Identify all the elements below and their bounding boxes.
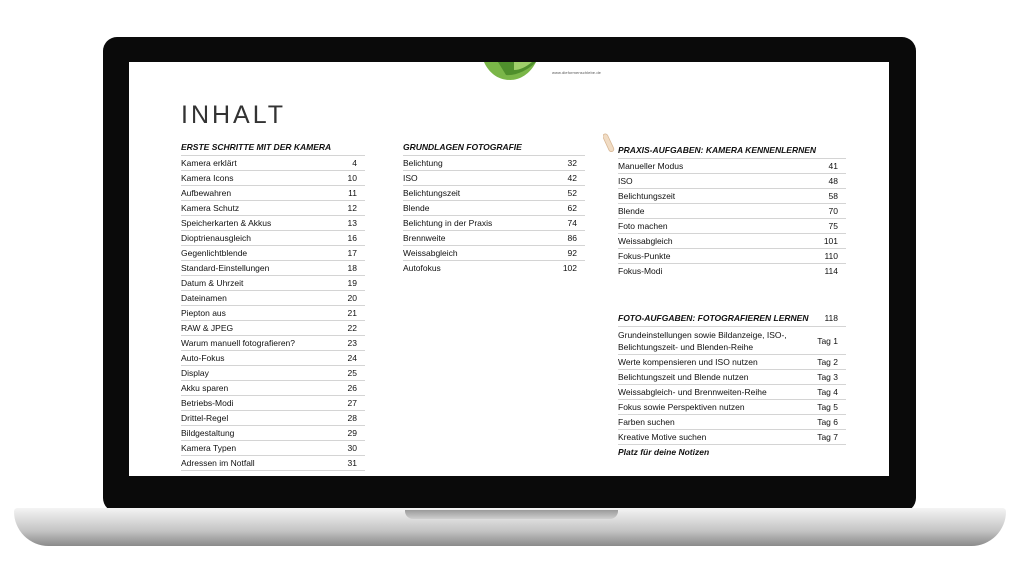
toc-label: Akku sparen <box>181 383 229 393</box>
toc-label: RAW & JPEG <box>181 323 234 333</box>
toc-label: Fokus-Modi <box>618 266 663 276</box>
toc-label: Brennweite <box>403 233 446 243</box>
toc-label: Belichtung <box>403 158 443 168</box>
toc-page: 75 <box>828 221 838 231</box>
toc-page: 28 <box>347 413 357 423</box>
toc-label: Belichtungszeit <box>618 191 676 201</box>
toc-page: 10 <box>347 173 357 183</box>
toc-label: Weissabgleich <box>403 248 458 258</box>
toc-page: 24 <box>347 353 357 363</box>
toc-column-1 <box>181 140 365 471</box>
toc-row <box>181 321 365 336</box>
toc-row <box>181 441 365 456</box>
toc-label: Farben suchen <box>618 417 675 427</box>
toc-page: Tag 1 <box>817 335 838 346</box>
toc-row <box>403 231 585 246</box>
toc-page: 70 <box>828 206 838 216</box>
section-heading-text: FOTO-AUFGABEN: FOTOGRAFIEREN LERNEN <box>618 313 809 323</box>
toc-row <box>618 370 846 385</box>
toc-page: 12 <box>347 203 357 213</box>
section-heading: ERSTE SCHRITTE MIT DER KAMERA <box>181 142 332 152</box>
toc-page: Tag 5 <box>817 402 838 412</box>
toc-label: Kamera Typen <box>181 443 237 453</box>
toc-page: 22 <box>347 323 357 333</box>
toc-label: Dateinamen <box>181 293 227 303</box>
toc-label: Manueller Modus <box>618 161 684 171</box>
toc-label: Kamera Icons <box>181 173 234 183</box>
toc-row <box>618 234 846 249</box>
toc-list <box>618 326 846 445</box>
toc-page: 18 <box>347 263 357 273</box>
toc-page: 48 <box>828 176 838 186</box>
notes-line: Platz für deine Notizen <box>618 447 710 457</box>
toc-page: 4 <box>352 158 357 168</box>
toc-label: Bildgestaltung <box>181 428 235 438</box>
toc-list <box>181 155 365 471</box>
toc-label: Aufbewahren <box>181 188 232 198</box>
toc-page: 30 <box>347 443 357 453</box>
toc-label: Display <box>181 368 209 378</box>
toc-page: 32 <box>567 158 577 168</box>
toc-page: 26 <box>347 383 357 393</box>
toc-row <box>181 156 365 171</box>
toc-page: 41 <box>828 161 838 171</box>
toc-row <box>403 216 585 231</box>
toc-row <box>181 366 365 381</box>
toc-page: 114 <box>824 266 838 276</box>
toc-row <box>618 327 846 355</box>
toc-page: 25 <box>347 368 357 378</box>
toc-label: Fokus-Punkte <box>618 251 671 261</box>
toc-page: 58 <box>828 191 838 201</box>
section-heading <box>618 311 846 326</box>
laptop-screen <box>129 62 889 476</box>
toc-row <box>181 171 365 186</box>
toc-row <box>618 430 846 445</box>
toc-label: Warum manuell fotografieren? <box>181 338 296 348</box>
toc-row <box>618 219 846 234</box>
toc-row <box>181 276 365 291</box>
paperclip-icon <box>603 132 615 154</box>
toc-page: 74 <box>567 218 577 228</box>
toc-page: Tag 6 <box>817 417 838 427</box>
toc-label: Piepton aus <box>181 308 226 318</box>
toc-row <box>403 171 585 186</box>
toc-label: Auto-Fokus <box>181 353 225 363</box>
toc-row <box>181 306 365 321</box>
toc-page: 102 <box>562 263 577 273</box>
toc-page: 11 <box>348 188 357 198</box>
toc-page: 92 <box>567 248 577 258</box>
toc-page: Tag 3 <box>817 372 838 382</box>
toc-row <box>403 201 585 216</box>
toc-label: Gegenlichtblende <box>181 248 248 258</box>
toc-row <box>181 336 365 351</box>
laptop-opening-notch <box>405 510 618 519</box>
toc-row <box>618 385 846 400</box>
toc-label: Datum & Uhrzeit <box>181 278 244 288</box>
toc-row <box>181 351 365 366</box>
toc-label: Belichtung in der Praxis <box>403 218 493 228</box>
toc-column-3 <box>618 140 846 460</box>
toc-row <box>618 174 846 189</box>
toc-page: Tag 7 <box>817 432 838 442</box>
toc-label: Adressen im Notfall <box>181 458 255 468</box>
toc-row <box>403 261 585 275</box>
toc-label: Kreative Motive suchen <box>618 432 707 442</box>
toc-page: Tag 4 <box>817 387 838 397</box>
toc-label: Drittel-Regel <box>181 413 229 423</box>
toc-page: 19 <box>347 278 357 288</box>
toc-label: ISO <box>403 173 418 183</box>
toc-row <box>181 261 365 276</box>
toc-label: Fokus sowie Perspektiven nutzen <box>618 402 745 412</box>
toc-list <box>403 155 585 275</box>
section-spacer <box>618 278 846 308</box>
toc-page: 101 <box>823 236 838 246</box>
toc-row <box>403 156 585 171</box>
toc-page: 16 <box>347 233 357 243</box>
toc-row <box>181 186 365 201</box>
toc-label: Kamera erklärt <box>181 158 237 168</box>
toc-label: Betriebs-Modi <box>181 398 234 408</box>
toc-page: 31 <box>347 458 357 468</box>
toc-page: 52 <box>567 188 577 198</box>
toc-label: Dioptrienausgleich <box>181 233 251 243</box>
toc-row <box>181 246 365 261</box>
toc-label: Speicherkarten & Akkus <box>181 218 272 228</box>
toc-label: Werte kompensieren und ISO nutzen <box>618 357 758 367</box>
toc-row <box>618 249 846 264</box>
toc-label: Kamera Schutz <box>181 203 240 213</box>
toc-row <box>181 216 365 231</box>
toc-page: 23 <box>347 338 357 348</box>
toc-label: Weissabgleich- und Brennweiten-Reihe <box>618 387 767 397</box>
toc-page: 86 <box>567 233 577 243</box>
toc-page: 29 <box>347 428 357 438</box>
toc-label: Belichtungszeit <box>403 188 461 198</box>
toc-row <box>618 204 846 219</box>
toc-row <box>181 411 365 426</box>
section-heading: GRUNDLAGEN FOTOGRAFIE <box>403 142 522 152</box>
toc-row <box>181 456 365 471</box>
toc-column-2 <box>403 140 585 275</box>
toc-label: Weissabgleich <box>618 236 673 246</box>
toc-label: Standard-Einstellungen <box>181 263 270 273</box>
toc-row <box>403 246 585 261</box>
toc-row <box>618 159 846 174</box>
section-heading-page: 118 <box>824 313 838 323</box>
toc-row <box>181 396 365 411</box>
toc-page: 42 <box>567 173 577 183</box>
toc-page: 13 <box>347 218 357 228</box>
toc-label: Belichtungszeit und Blende nutzen <box>618 372 749 382</box>
toc-row <box>181 201 365 216</box>
toc-page: 20 <box>347 293 357 303</box>
toc-row <box>618 355 846 370</box>
toc-label: Blende <box>618 206 645 216</box>
toc-page: 62 <box>567 203 577 213</box>
toc-row <box>618 400 846 415</box>
toc-page: Tag 2 <box>817 357 838 367</box>
toc-row <box>618 264 846 278</box>
toc-row <box>181 231 365 246</box>
toc-page: 21 <box>347 308 357 318</box>
toc-row <box>618 415 846 430</box>
toc-row <box>181 381 365 396</box>
toc-page: 17 <box>347 248 357 258</box>
page-title: INHALT <box>181 101 287 129</box>
site-url: www.dieformenschlebe.de <box>552 70 601 75</box>
toc-row <box>403 186 585 201</box>
toc-label: Foto machen <box>618 221 668 231</box>
leaf-logo-icon <box>484 62 536 80</box>
toc-label: Autofokus <box>403 263 441 273</box>
toc-page: 110 <box>824 251 838 261</box>
section-heading: PRAXIS-AUFGABEN: KAMERA KENNENLERNEN <box>618 145 817 155</box>
toc-label: ISO <box>618 176 633 186</box>
toc-row <box>181 426 365 441</box>
toc-page: 27 <box>347 398 357 408</box>
toc-label: Blende <box>403 203 430 213</box>
toc-label: Grundeinstellungen sowie Bildanzeige, ISO-, Belichtungszeit- und Blenden-Reihe <box>618 329 787 352</box>
toc-list <box>618 158 846 278</box>
toc-row <box>618 189 846 204</box>
toc-row <box>181 291 365 306</box>
